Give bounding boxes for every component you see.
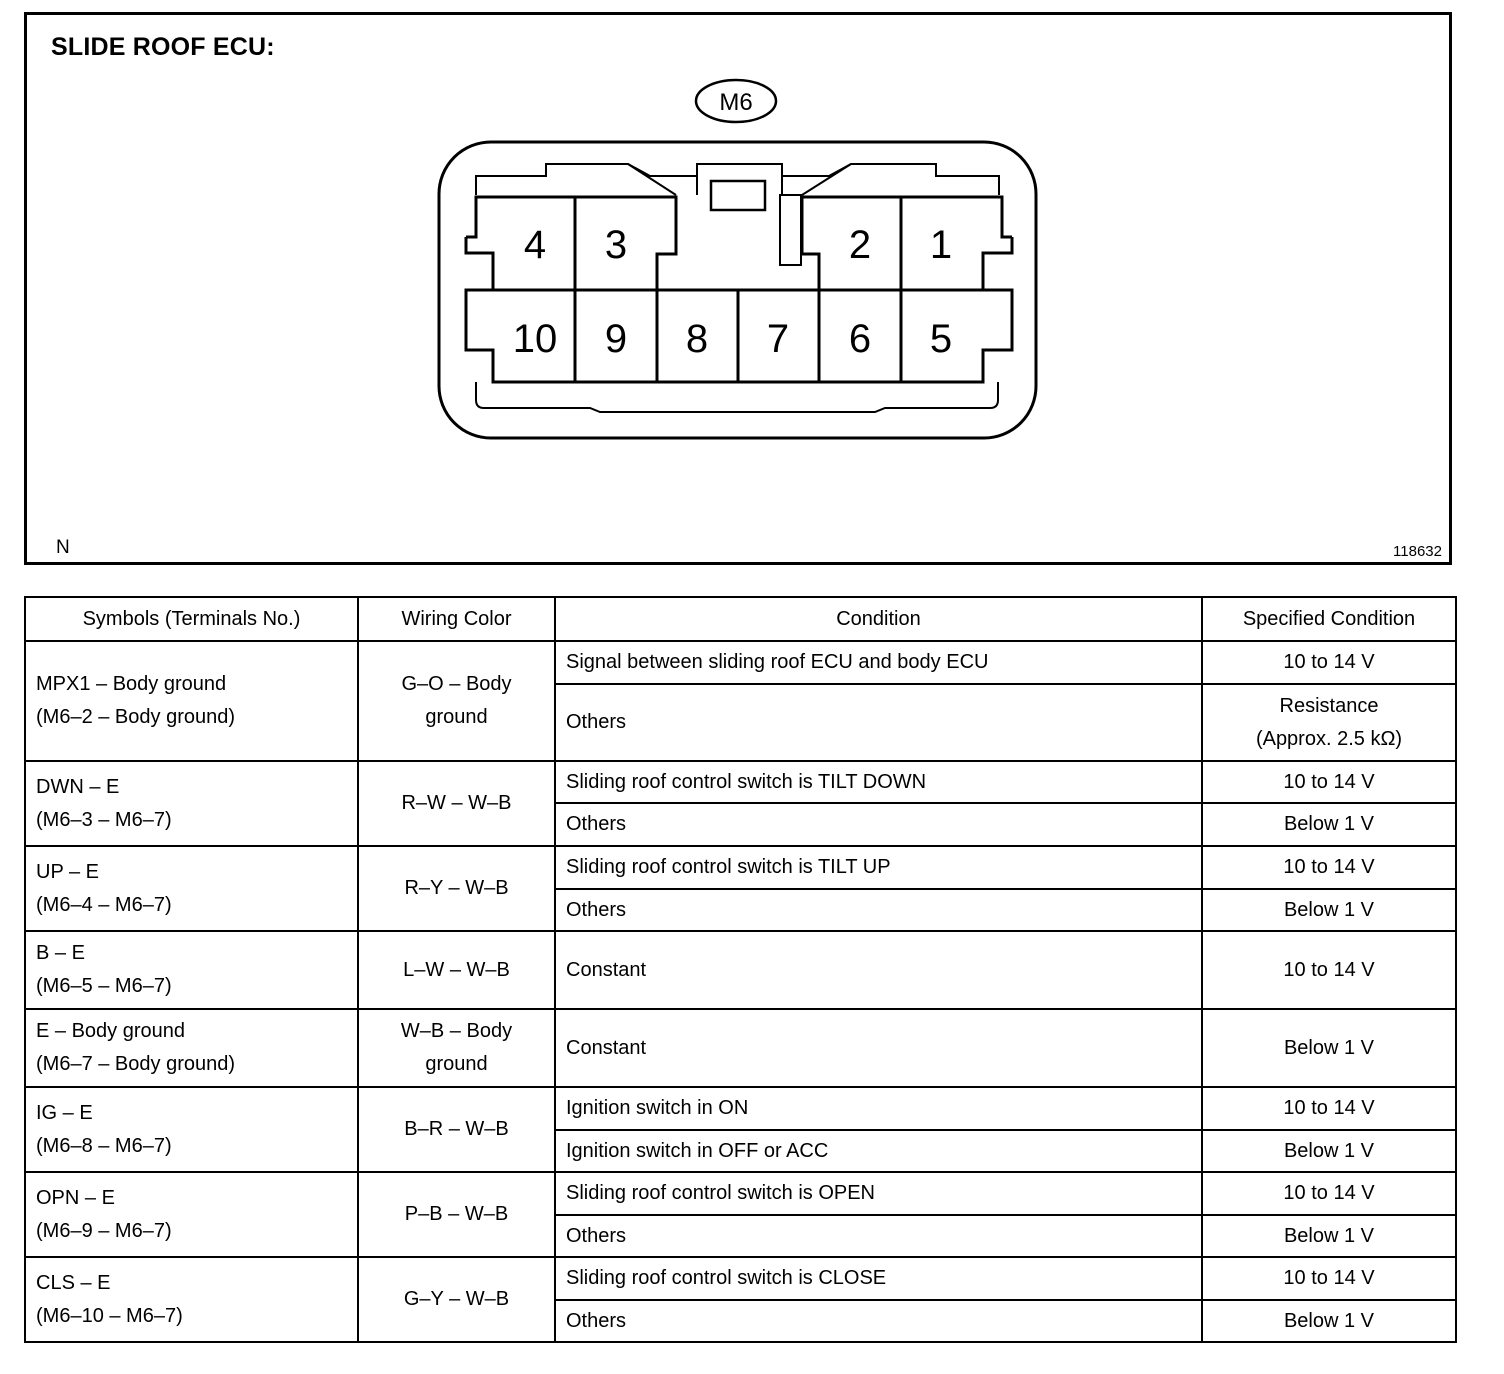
table-row xyxy=(25,761,1456,803)
spec-cell: Below 1 V xyxy=(1202,1300,1456,1342)
spec-cell: Below 1 V xyxy=(1202,1009,1456,1087)
spec-cell: 10 to 14 V xyxy=(1202,1087,1456,1130)
symbol-cell: OPN – E (M6–9 – M6–7) xyxy=(25,1172,358,1257)
table-row xyxy=(25,1087,1456,1130)
condition-cell: Others xyxy=(555,803,1202,846)
symbol-cell: MPX1 – Body ground (M6–2 – Body ground) xyxy=(25,641,358,761)
table-row xyxy=(25,931,1456,1009)
terminal-9: 9 xyxy=(604,317,628,361)
connector-inner-outline xyxy=(476,164,999,195)
spec-cell: 10 to 14 V xyxy=(1202,931,1456,1009)
terminal-spec-table xyxy=(24,596,1457,1343)
header-symbols: Symbols (Terminals No.) xyxy=(25,597,358,641)
connector-key xyxy=(711,181,765,210)
condition-cell: Sliding roof control switch is TILT UP xyxy=(555,846,1202,889)
connector-drawing xyxy=(0,0,1504,570)
terminal-2: 2 xyxy=(848,223,872,267)
corner-mark: N xyxy=(56,537,70,558)
terminal-5: 5 xyxy=(929,317,953,361)
wiring-color-cell: W–B – Body ground xyxy=(358,1009,555,1087)
wiring-color-cell: G–O – Body ground xyxy=(358,641,555,761)
wiring-color-cell: R–Y – W–B xyxy=(358,846,555,931)
spec-cell: 10 to 14 V xyxy=(1202,641,1456,684)
condition-cell: Ignition switch in ON xyxy=(555,1087,1202,1130)
connector-label: M6 xyxy=(719,89,753,116)
symbol-cell: CLS – E (M6–10 – M6–7) xyxy=(25,1257,358,1342)
wiring-color-cell: P–B – W–B xyxy=(358,1172,555,1257)
condition-cell: Constant xyxy=(555,931,1202,1009)
condition-cell: Sliding roof control switch is OPEN xyxy=(555,1172,1202,1215)
spec-cell: 10 to 14 V xyxy=(1202,1172,1456,1215)
header-condition: Condition xyxy=(555,597,1202,641)
symbol-cell: IG – E (M6–8 – M6–7) xyxy=(25,1087,358,1172)
spec-cell: Below 1 V xyxy=(1202,1215,1456,1257)
table-row xyxy=(25,846,1456,889)
table-row xyxy=(25,1257,1456,1300)
spec-cell: 10 to 14 V xyxy=(1202,761,1456,803)
terminal-10: 10 xyxy=(512,317,558,361)
figure-id: 118632 xyxy=(1393,543,1442,560)
symbol-cell: DWN – E (M6–3 – M6–7) xyxy=(25,761,358,846)
diagram-title: SLIDE ROOF ECU: xyxy=(51,33,275,61)
connector-latch xyxy=(780,195,801,265)
condition-cell: Sliding roof control switch is CLOSE xyxy=(555,1257,1202,1300)
table-header-row xyxy=(25,597,1456,641)
table-row xyxy=(25,641,1456,684)
condition-cell: Others xyxy=(555,684,1202,761)
wiring-color-cell: R–W – W–B xyxy=(358,761,555,846)
header-wiring-color: Wiring Color xyxy=(358,597,555,641)
condition-cell: Sliding roof control switch is TILT DOWN xyxy=(555,761,1202,803)
spec-cell: Resistance (Approx. 2.5 kΩ) xyxy=(1202,684,1456,761)
condition-cell: Others xyxy=(555,1215,1202,1257)
symbol-cell: UP – E (M6–4 – M6–7) xyxy=(25,846,358,931)
condition-cell: Others xyxy=(555,889,1202,931)
condition-cell: Constant xyxy=(555,1009,1202,1087)
header-specified-condition: Specified Condition xyxy=(1202,597,1456,641)
symbol-cell: E – Body ground (M6–7 – Body ground) xyxy=(25,1009,358,1087)
spec-cell: Below 1 V xyxy=(1202,1130,1456,1172)
terminal-6: 6 xyxy=(848,317,872,361)
wiring-color-cell: G–Y – W–B xyxy=(358,1257,555,1342)
terminal-4: 4 xyxy=(523,223,547,267)
terminal-1: 1 xyxy=(929,223,953,267)
spec-cell: 10 to 14 V xyxy=(1202,846,1456,889)
table-row xyxy=(25,1009,1456,1087)
spec-cell: Below 1 V xyxy=(1202,889,1456,931)
condition-cell: Ignition switch in OFF or ACC xyxy=(555,1130,1202,1172)
table-row xyxy=(25,1172,1456,1215)
condition-cell: Others xyxy=(555,1300,1202,1342)
terminal-3: 3 xyxy=(604,223,628,267)
condition-cell: Signal between sliding roof ECU and body ECU xyxy=(555,641,1202,684)
symbol-cell: B – E (M6–5 – M6–7) xyxy=(25,931,358,1009)
terminal-7: 7 xyxy=(766,317,790,361)
terminal-8: 8 xyxy=(685,317,709,361)
wiring-color-cell: L–W – W–B xyxy=(358,931,555,1009)
spec-cell: 10 to 14 V xyxy=(1202,1257,1456,1300)
wiring-color-cell: B–R – W–B xyxy=(358,1087,555,1172)
spec-cell: Below 1 V xyxy=(1202,803,1456,846)
